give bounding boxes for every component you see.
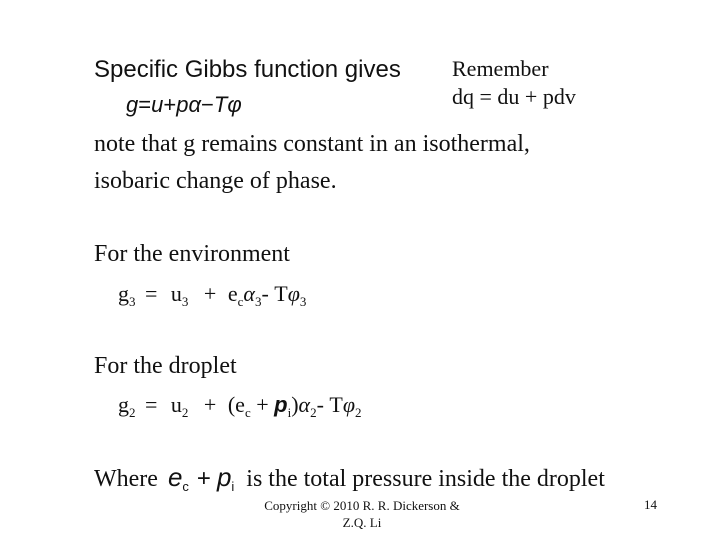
page-number: 14 [644,497,657,512]
drop-open: (e [227,392,245,417]
droplet-heading: For the droplet [94,353,237,379]
copyright-line-1: Copyright © 2010 R. R. Dickerson & [264,498,460,513]
droplet-equation [118,392,362,418]
gibbs-alpha: α [188,92,202,117]
where-line [94,462,605,493]
gibbs-eq-sign: = [138,92,152,117]
gibbs-p: p [176,92,189,117]
env-phi-sub: 3 [299,294,307,309]
drop-close: ) [291,392,299,417]
env-e-sub: c [237,294,244,309]
remember-equation: dq = du + pdv [452,84,576,109]
drop-alpha-sub: 2 [310,405,317,420]
env-e: e [227,281,238,306]
environment-heading: For the environment [94,241,290,267]
drop-p-sub: i [287,405,292,420]
env-g-sub: 3 [129,294,136,309]
drop-g: g [118,392,129,417]
gibbs-g: g [126,92,139,117]
gibbs-equation [126,92,242,118]
drop-phi-sub: 2 [355,405,362,420]
env-u-sub: 3 [181,294,189,309]
env-eq-sign: = [145,281,158,306]
drop-p: p [274,392,288,417]
drop-plus-2: + [250,392,275,417]
remember-title: Remember [452,56,549,81]
gibbs-u: u [151,92,164,117]
where-p: p [216,462,232,492]
env-g: g [118,281,129,306]
remember-note [452,55,576,111]
gibbs-T: T [213,92,228,117]
env-u: u [170,281,182,306]
note-line-2: isobaric change of phase. [94,168,337,194]
environment-equation [118,281,306,307]
env-minus-T: - T [261,281,288,306]
drop-e-sub: c [244,405,251,420]
drop-minus-T: - T [316,392,343,417]
note-line-1: note that g remains constant in an isothermal, [94,131,530,157]
gibbs-plus: + [163,92,177,117]
env-alpha: α [243,281,255,306]
where-p-sub: i [231,479,235,494]
drop-g-sub: 2 [129,405,136,420]
drop-plus: + [203,392,217,417]
env-alpha-sub: 3 [254,294,262,309]
drop-eq-sign: = [145,392,158,417]
drop-u-sub: 2 [181,405,189,420]
where-word: Where [94,466,158,492]
drop-u: u [170,392,182,417]
drop-alpha: α [298,392,311,417]
env-phi: φ [287,281,300,306]
where-e: e [167,462,183,492]
gibbs-phi: φ [227,92,242,117]
copyright-line-2: Z.Q. Li [342,515,382,530]
drop-phi: φ [342,392,356,417]
copyright-footer [254,497,470,531]
where-e-sub: c [182,479,189,494]
gibbs-heading: Specific Gibbs function gives [94,56,401,83]
gibbs-minus: − [201,92,214,117]
env-plus: + [203,281,217,306]
where-plus: + [196,465,211,492]
where-rest: is the total pressure inside the droplet [246,466,605,492]
